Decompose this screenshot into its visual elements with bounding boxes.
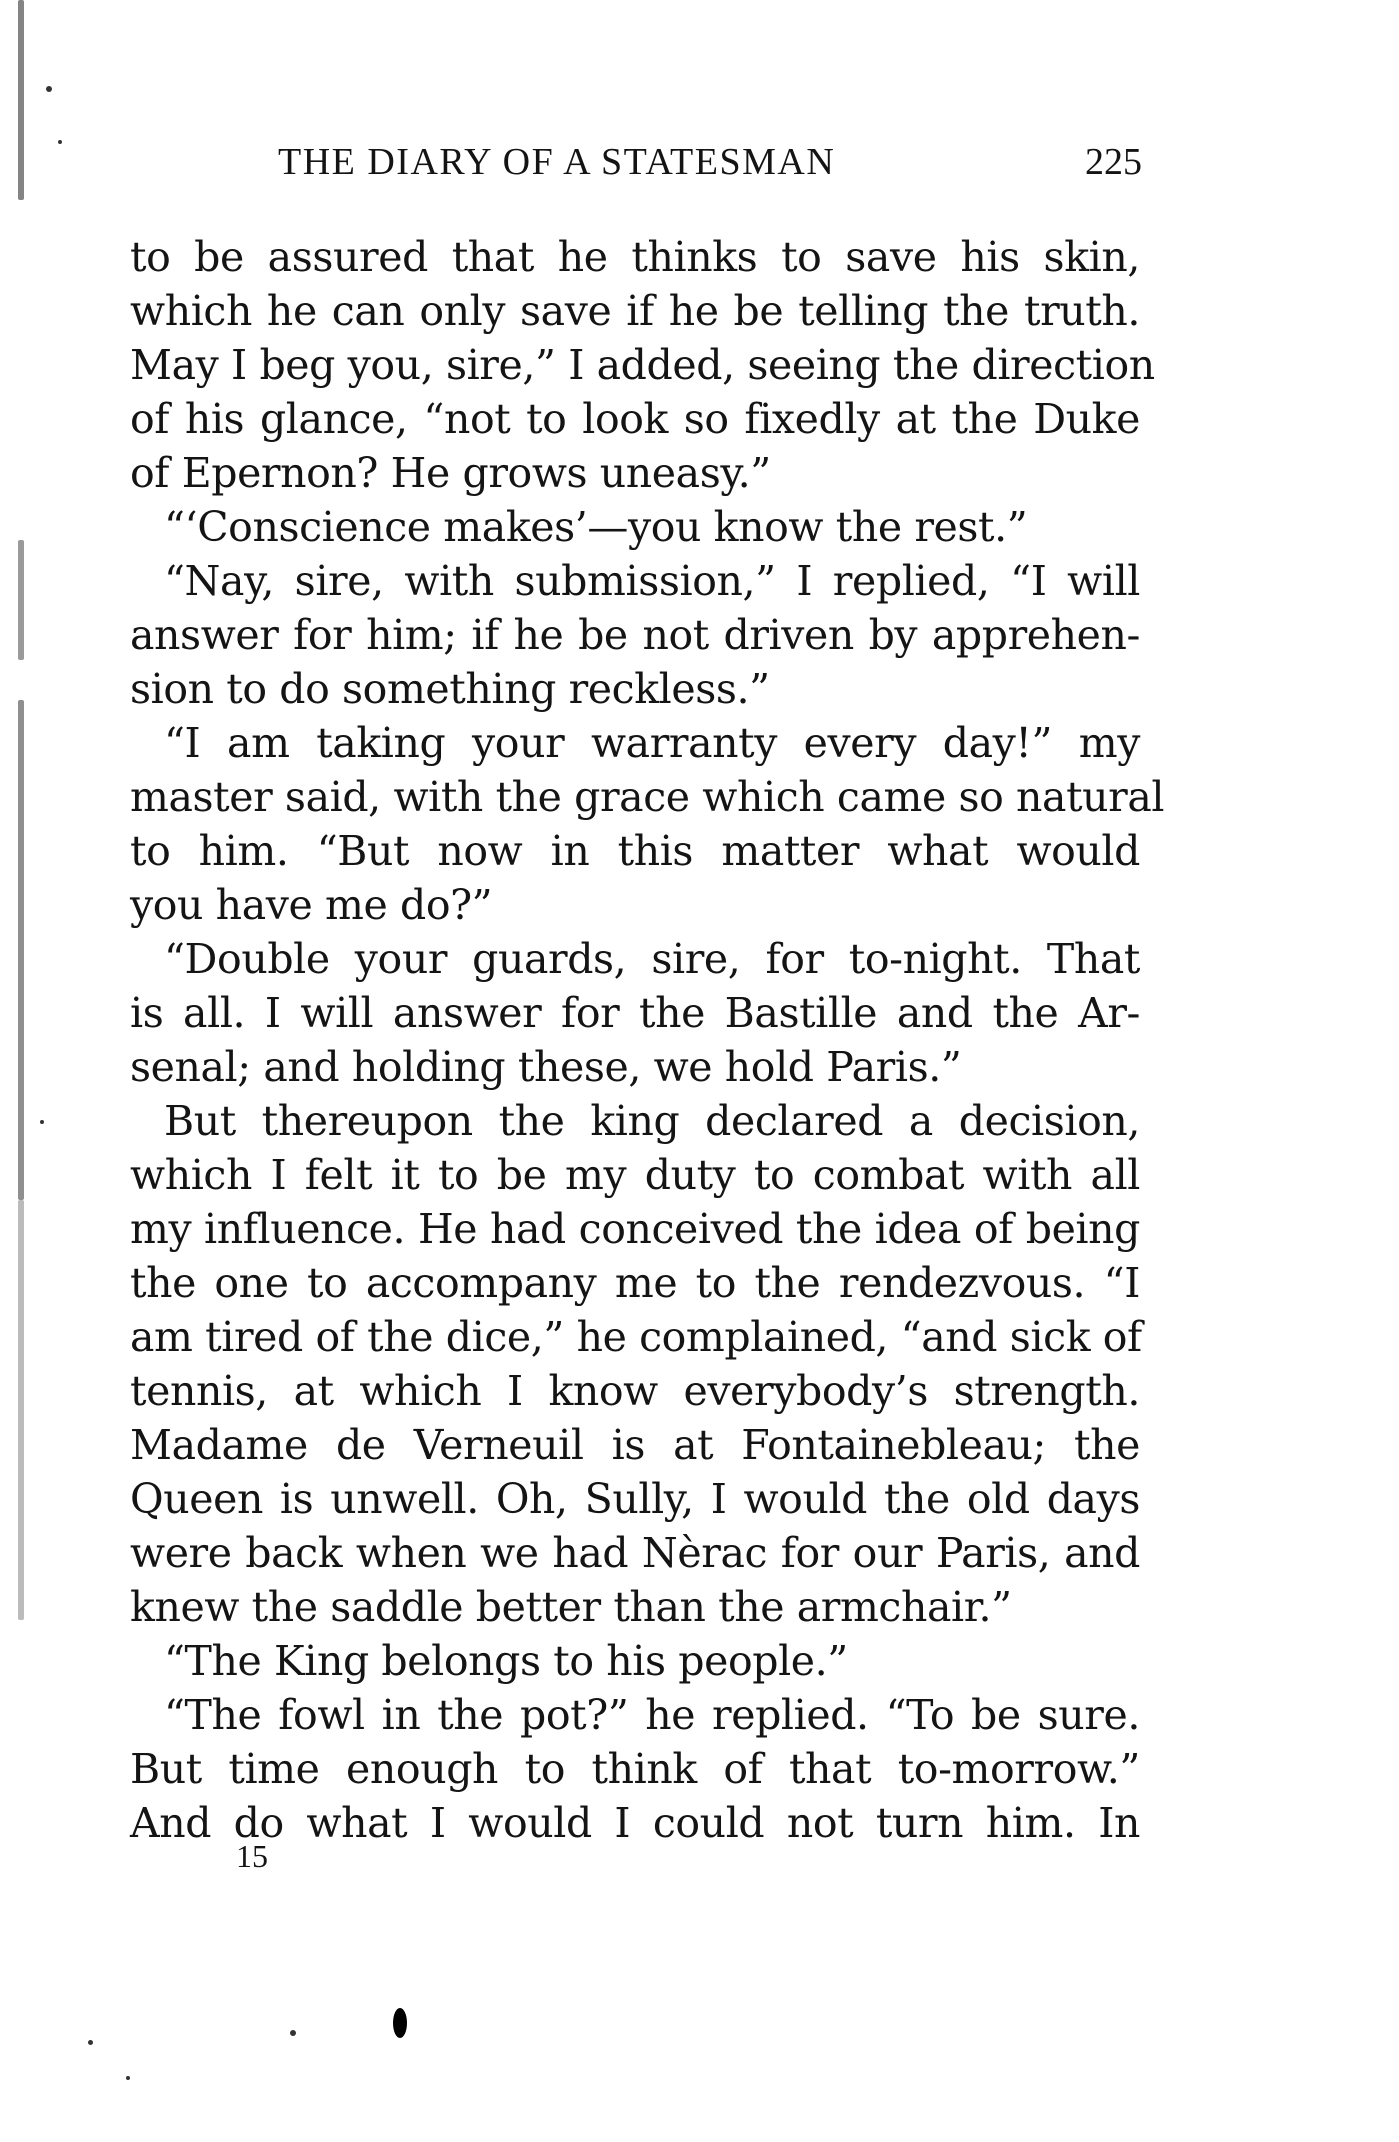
text-line: Madame de Verneuil is at Fontainebleau; the — [130, 1421, 1140, 1469]
scan-speck — [40, 1120, 44, 1124]
body-text — [130, 230, 1165, 1850]
text-line: answer for him; if he be not driven by apprehen- — [130, 611, 1140, 659]
text-line: the one to accompany me to the rendezvous. “I — [130, 1259, 1140, 1307]
text-line: Queen is unwell. Oh, Sully, I would the old days — [130, 1475, 1140, 1523]
running-head — [262, 140, 1142, 200]
text-line: sion to do something reckless.” — [130, 665, 770, 713]
scan-speck — [46, 86, 52, 92]
text-line: is all. I will answer for the Bastille and the Ar- — [130, 989, 1140, 1037]
scan-speck — [126, 2076, 130, 2080]
scan-edge-mark — [18, 700, 24, 1200]
text-line: of Epernon? He grows uneasy.” — [130, 449, 771, 497]
text-line: But time enough to think of that to-morrow.” — [130, 1745, 1140, 1793]
text-line: “Nay, sire, with submission,” I replied, “I will — [164, 557, 1140, 605]
text-line: which I felt it to be my duty to combat with all — [130, 1151, 1140, 1199]
text-line: “I am taking your warranty every day!” my — [164, 719, 1140, 767]
text-line: “The King belongs to his people.” — [164, 1637, 848, 1685]
text-line: knew the saddle better than the armchair.” — [130, 1583, 1012, 1631]
text-line: which he can only save if he be telling the truth. — [130, 287, 1140, 335]
text-line: tennis, at which I know everybody’s strength. — [130, 1367, 1140, 1415]
scan-edge-mark — [18, 540, 24, 660]
scan-speck — [58, 140, 62, 144]
text-line: were back when we had Nèrac for our Paris, and — [130, 1529, 1140, 1577]
scan-edge-mark — [18, 1200, 24, 1620]
text-line: “The fowl in the pot?” he replied. “To be sure. — [164, 1691, 1140, 1739]
page-number: 225 — [1085, 141, 1142, 183]
scan-speck — [88, 2040, 93, 2045]
text-line: to be assured that he thinks to save his skin, — [130, 233, 1140, 281]
running-head-title: THE DIARY OF A STATESMAN — [278, 141, 836, 183]
text-line: And do what I would I could not turn him. In — [130, 1799, 1140, 1847]
text-line: am tired of the dice,” he complained, “and sick of — [130, 1313, 1142, 1361]
ink-dot — [393, 2008, 407, 2038]
text-line: senal; and holding these, we hold Paris.” — [130, 1043, 962, 1091]
text-line: “Double your guards, sire, for to-night. That — [164, 935, 1140, 983]
text-line: master said, with the grace which came so natural — [130, 773, 1165, 821]
text-line: “‘Conscience makes’—you know the rest.” — [164, 503, 1028, 551]
text-line: to him. “But now in this matter what would — [130, 827, 1140, 875]
text-line: of his glance, “not to look so fixedly at the Duke — [130, 395, 1140, 443]
scan-speck — [290, 2030, 296, 2036]
text-line: my influence. He had conceived the idea of being — [130, 1205, 1140, 1253]
text-line: you have me do?” — [130, 881, 493, 929]
signature-mark: 15 — [236, 1838, 268, 1874]
scan-edge-mark — [18, 0, 24, 200]
text-line: May I beg you, sire,” I added, seeing the direction — [130, 341, 1155, 389]
binding-shadow — [0, 0, 60, 2142]
text-line: But thereupon the king declared a decision, — [164, 1097, 1140, 1145]
